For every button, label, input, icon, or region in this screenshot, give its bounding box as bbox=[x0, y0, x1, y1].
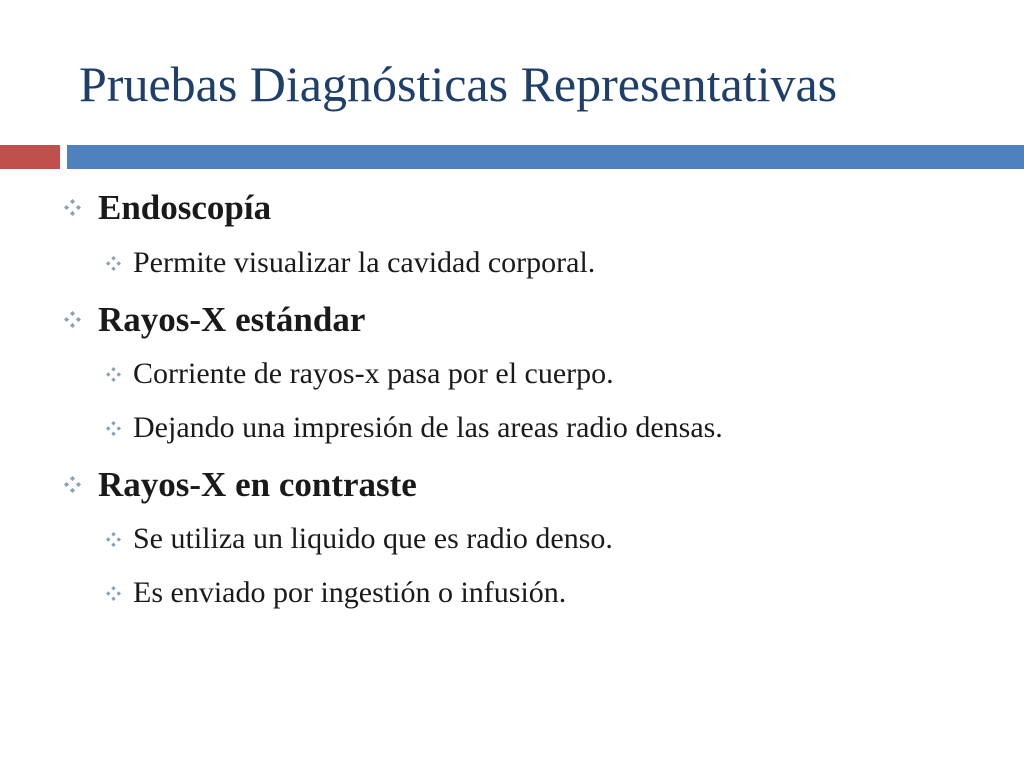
section-heading bbox=[64, 462, 417, 505]
diamond-bullet-icon bbox=[106, 532, 121, 547]
slide-title: Pruebas Diagnósticas Representativas bbox=[79, 56, 838, 112]
section-heading-text: Endoscopía bbox=[98, 187, 272, 227]
section-item bbox=[106, 519, 613, 557]
section-heading-text: Rayos-X en contraste bbox=[98, 464, 417, 504]
diamond-bullet-icon bbox=[64, 311, 81, 328]
section-item-text: Dejando una impresión de las areas radio densas. bbox=[133, 411, 723, 445]
diamond-bullet-icon bbox=[64, 199, 81, 216]
section-item bbox=[106, 573, 566, 611]
section-item bbox=[106, 243, 595, 281]
section-heading bbox=[64, 185, 271, 228]
diamond-bullet-icon bbox=[106, 367, 121, 382]
section-item-text: Es enviado por ingestión o infusión. bbox=[133, 576, 567, 610]
section-item-text: Se utiliza un liquido que es radio denso. bbox=[133, 522, 613, 556]
section-heading bbox=[64, 297, 365, 340]
section-item-text: Corriente de rayos-x pasa por el cuerpo. bbox=[133, 357, 614, 391]
section-item-text: Permite visualizar la cavidad corporal. bbox=[133, 246, 596, 280]
section-item bbox=[106, 354, 614, 392]
section-heading-text: Rayos-X estándar bbox=[98, 299, 366, 339]
diamond-bullet-icon bbox=[106, 421, 121, 436]
diamond-bullet-icon bbox=[106, 256, 121, 271]
diamond-bullet-icon bbox=[106, 586, 121, 601]
diamond-bullet-icon bbox=[64, 476, 81, 493]
section-item bbox=[106, 408, 723, 446]
